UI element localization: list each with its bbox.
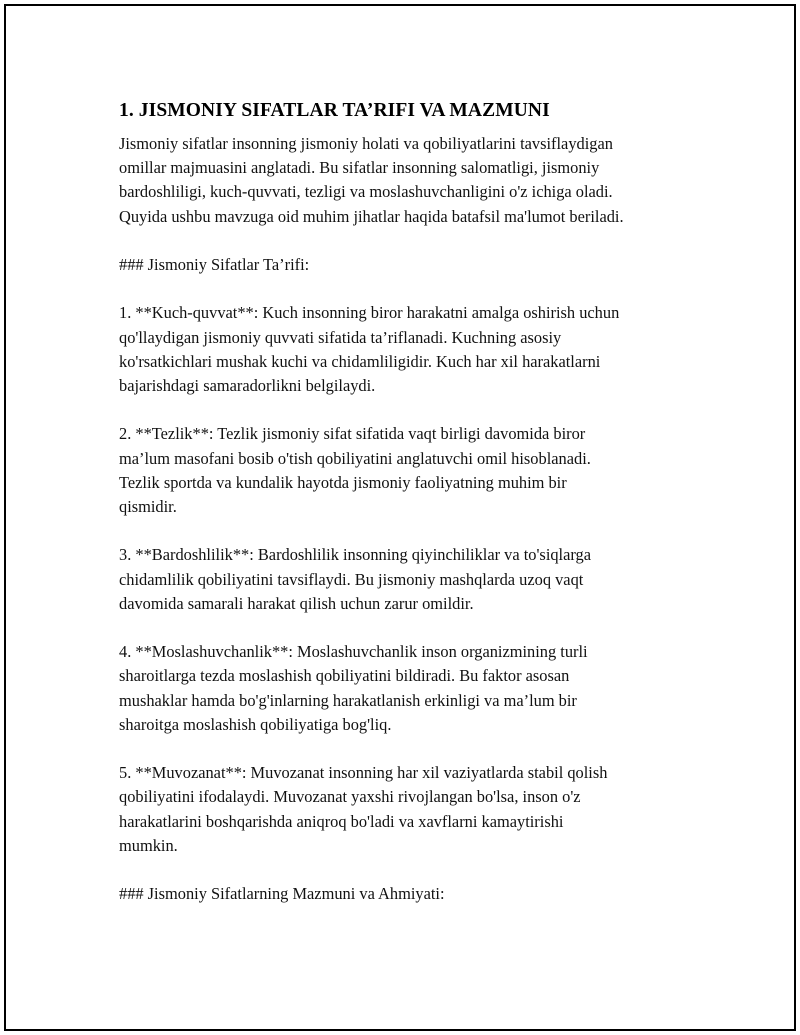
text-line: harakatlarini boshqarishda aniqroq bo'ladi va xavflarni kamaytirishi <box>119 811 564 831</box>
section-heading-definition <box>119 253 699 277</box>
document-heading: 1. JISMONIY SIFATLAR TA’RIFI VA MAZMUNI <box>119 100 550 121</box>
list-item-balance <box>119 761 699 858</box>
list-item-speed <box>119 422 699 519</box>
text-line: sharoitga moslashish qobiliyatiga bog'liq. <box>119 714 392 734</box>
text-line: 2. **Tezlik**: Tezlik jismoniy sifat sifatida vaqt birligi davomida biror <box>119 424 586 444</box>
text-line: ma’lum masofani bosib o'tish qobiliyatini anglatuvchi omil hisoblanadi. <box>119 448 591 468</box>
text-line: 1. **Kuch-quvvat**: Kuch insonning biror harakatni amalga oshirish uchun <box>119 303 620 323</box>
text-line: davomida samarali harakat qilish uchun zarur omildir. <box>119 593 474 613</box>
text-line: 5. **Muvozanat**: Muvozanat insonning har xil vaziyatlarda stabil qolish <box>119 763 608 783</box>
text-line: 4. **Moslashuvchanlik**: Moslashuvchanlik inson organizmining turli <box>119 642 588 662</box>
text-line: qo'llaydigan jismoniy quvvati sifatida ta’riflanadi. Kuchning asosiy <box>119 327 562 347</box>
text-line: mushaklar hamda bo'g'inlarning harakatlanish erkinligi va ma’lum bir <box>119 690 577 710</box>
document-body <box>119 98 699 931</box>
text-line: Tezlik sportda va kundalik hayotda jismoniy faoliyatning muhim bir <box>119 472 567 492</box>
list-item-endurance <box>119 543 699 616</box>
text-line: chidamlilik qobiliyatini tavsiflaydi. Bu jismoniy mashqlarda uzoq vaqt <box>119 569 584 589</box>
text-line: mumkin. <box>119 835 178 855</box>
text-line: bardoshliligi, kuch-quvvati, tezligi va moslashuvchanligini o'z ichiga oladi. <box>119 182 613 202</box>
text-line: ### Jismoniy Sifatlarning Mazmuni va Ahmiyati: <box>119 884 445 904</box>
text-line: 3. **Bardoshlilik**: Bardoshlilik insonning qiyinchiliklar va to'siqlarga <box>119 545 592 565</box>
intro-paragraph <box>119 132 699 229</box>
text-line: sharoitlarga tezda moslashish qobiliyatini bildiradi. Bu faktor asosan <box>119 666 570 686</box>
text-line: ### Jismoniy Sifatlar Ta’rifi: <box>119 255 310 274</box>
text-line: Jismoniy sifatlar insonning jismoniy holati va qobiliyatlarini tavsiflaydigan <box>119 134 613 153</box>
page-frame <box>4 4 796 1031</box>
text-line: ko'rsatkichlari mushak kuchi va chidamliligidir. Kuch har xil harakatlarni <box>119 351 601 371</box>
list-item-strength <box>119 301 699 398</box>
text-line: qobiliyatini ifodalaydi. Muvozanat yaxshi rivojlangan bo'lsa, inson o'z <box>119 787 581 807</box>
list-item-flexibility <box>119 640 699 737</box>
text-line: qismidir. <box>119 497 177 516</box>
text-line: Quyida ushbu mavzuga oid muhim jihatlar haqida batafsil ma'lumot beriladi. <box>119 206 624 226</box>
section-heading-content <box>119 882 699 906</box>
text-line: bajarishdagi samaradorlikni belgilaydi. <box>119 376 376 395</box>
text-line: omillar majmuasini anglatadi. Bu sifatlar insonning salomatligi, jismoniy <box>119 158 600 178</box>
